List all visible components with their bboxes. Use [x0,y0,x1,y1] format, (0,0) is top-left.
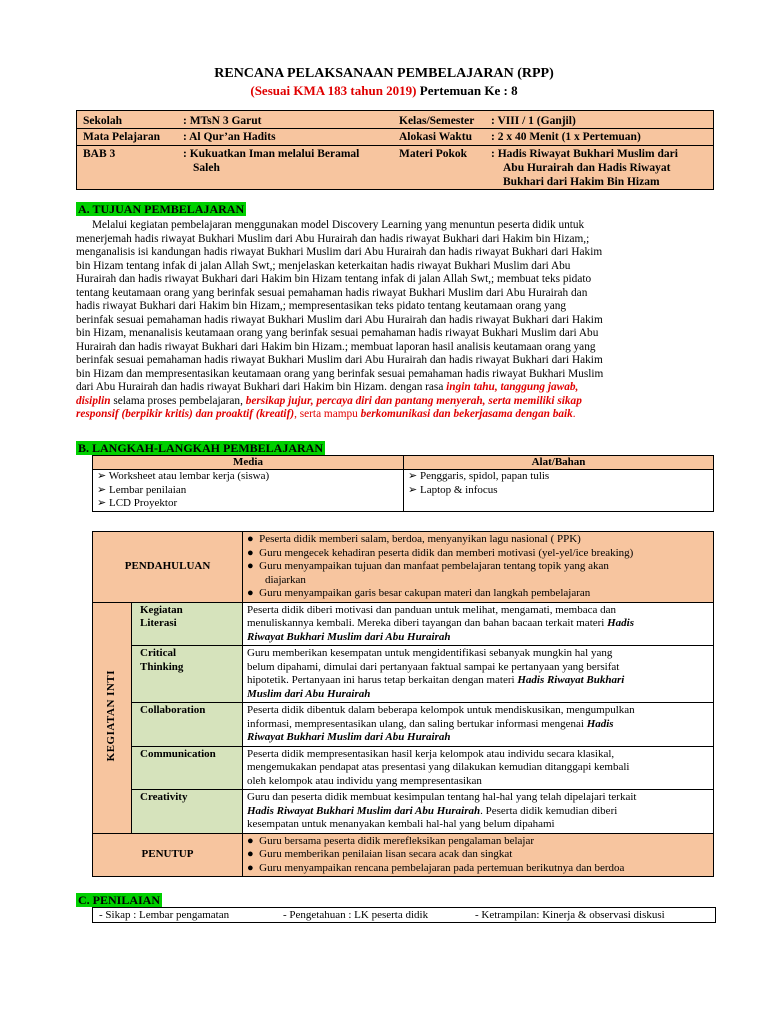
meeting-number: 8 [511,83,518,98]
tujuan-line: menganalisis isi kandungan hadis riwayat Bukhari Muslim dari Abu Hurairah dan hadis riwayat Bukhari dari Hakim [76,246,603,258]
alat-item: Penggaris, spidol, papan tulis [419,470,550,482]
materi-value-cont: Abu Hurairah dan Hadis Riwayat [503,162,671,174]
character-values: ingin tahu, tanggung jawab, [446,381,579,393]
list-item-cont: diajarkan [265,573,306,586]
activities-table [92,531,714,877]
kegiatan-inti-label: KEGIATAN INTI [105,669,118,761]
tujuan-line: Hurairah dan hadis riwayat Bukhari dari Hakim bin Hizam tentang infak di jalan Allah Swt,; membuat teks pidato [76,273,592,285]
critical-content [243,646,714,703]
literasi-content [243,602,714,646]
bab-value: : Kukuatkan Iman melalui Beramal [183,148,360,160]
kelas-value: : VIII / 1 (Ganjil) [491,115,576,127]
communication-content [243,746,714,790]
text: selama proses pembelajaran, [110,394,246,407]
materi-label: Materi Pokok [399,148,468,160]
tujuan-line: hadis riwayat Bukhari dari Hakim bin Hizam,; mempresentasikan teks pidato tentang keutamaan orang yang [76,300,567,312]
tujuan-line: berinfak sesuai pemahaman hadis riwayat Bukhari Muslim dari Abu Hurairah dan hadis riwayat Bukhari dari Hakim [76,354,603,366]
alokasi-value: : 2 x 40 Menit (1 x Pertemuan) [491,131,641,143]
media-item: Lembar penilaian [108,483,187,496]
bullet-text: Guru memberikan penilaian lisan secara acak dan singkat [259,848,513,860]
alat-item: Laptop & infocus [419,483,498,496]
bab-value-cont: Saleh [193,162,220,174]
meeting-label: Pertemuan Ke : [419,83,508,98]
tujuan-line: bin Hizam, menanalisis keutamaan orang yang berinfak sesuai pemahaman hadis riwayat Bukhari Muslim dari Abu [76,327,599,339]
divider [77,128,713,129]
text: . [572,408,576,420]
pendahuluan-content [243,532,714,603]
tujuan-line: berinfak sesuai pemahaman hadis riwayat Bukhari Muslim dari Abu Hurairah dan hadis riwayat Bukhari dari Hakim [76,313,603,326]
sikap-text: - Sikap : Lembar pengamatan [99,909,230,921]
alat-header: Alat/Bahan [404,456,714,470]
tujuan-line: Hurairah dan hadis riwayat Bukhari dari Hakim bin Hizam.; membuat laporan hasil analisis keutamaan orang yang [76,340,596,353]
collaboration-label: Collaboration [132,703,243,747]
alat-list [404,470,714,512]
label-line: Literasi [140,617,177,629]
bullet-text: Guru menyampaikan rencana pembelajaran pada pertemuan berikutnya dan berdoa [259,861,625,874]
section-b-heading: B. LANGKAH-LANGKAH PEMBELAJARAN [78,441,324,455]
text: hipotetik. Pertanyaan ini harus tetap berkaitan dengan materi [247,674,518,686]
text-line: Peserta didik mempresentasikan hasil kerja kelompok atau individu secara klasikal, [247,747,615,760]
kma-reference: (Sesuai KMA 183 tahun 2019) [250,83,417,98]
list-item: ● Guru menyampaikan tujuan dan manfaat pembelajaran tentang topik yang akan [247,560,609,572]
tujuan-line [76,395,710,409]
media-header: Media [93,456,404,470]
media-item: Worksheet atau lembar kerja (siswa) [108,470,270,482]
tujuan-line [76,408,710,422]
mapel-label: Mata Pelajaran [83,131,160,143]
section-a-heading: A. TUJUAN PEMBELAJARAN [78,202,245,216]
text-line [247,688,709,702]
penutup-content [243,833,714,877]
text: . Peserta didik kemudian diberi [480,804,618,817]
list-item: ● Guru menyampaikan garis besar cakupan materi dan langkah pembelajaran [247,587,591,599]
bullet-text: Peserta didik memberi salam, berdoa, menyanyikan lagu nasional ( PPK) [259,533,581,545]
tujuan-line: menerjemah hadis riwayat Bukhari Muslim dari Abu Hurairah dan hadis riwayat Bukhari dari Hakim bin Hizam,; [76,232,590,245]
pengetahuan-text: - Pengetahuan : LK peserta didik [283,909,429,921]
label-line: Thinking [140,660,184,673]
document-title: RENCANA PELAKSANAAN PEMBELAJARAN (RPP) [214,66,554,81]
text-line [247,731,709,745]
text: Riwayat Bukhari Muslim dari Abu Hurairah [247,731,451,743]
text-line: oleh kelompok atau individu yang mempresentasikan [247,774,482,787]
communication-label: Communication [132,746,243,790]
pendahuluan-label: PENDAHULUAN [93,532,243,603]
literasi-label [132,602,243,646]
kelas-label: Kelas/Semester [399,115,475,127]
critical-label [132,646,243,703]
list-item: ● Guru mengecek kehadiran peserta didik dan memberi motivasi (yel-yel/ice breaking) [247,546,634,559]
list-item: ● Guru menyampaikan rencana pembelajaran pada pertemuan berikutnya dan berdoa [247,861,625,874]
media-list [93,470,404,512]
text-line: belum dipahami, dimulai dari pertanyaan faktual sampai ke pertanyaan yang bersifat [247,660,620,673]
tujuan-line: bin Hizam tentang infak di jalan Allah Swt,; menjelaskan keterkaitan hadis riwayat Bukhari Muslim dari Abu [76,259,571,272]
media-item: LCD Proyektor [108,497,178,509]
text-line: Peserta didik dibentuk dalam beberapa kelompok untuk mendiskusikan, mengumpulkan [247,704,635,716]
tujuan-line: bin Hizam dan mempresentasikan keutamaan orang yang berinfak sesuai pemahaman hadis riwayat Bukhari Muslim [76,367,604,380]
bullet-text: Guru bersama peserta didik merefleksikan pengalaman belajar [259,834,535,847]
text: Riwayat Bukhari Muslim dari Abu Hurairah [247,630,451,643]
mapel-value: : Al Qur’an Hadits [183,131,276,143]
text: informasi, mempresentasikan ulang, dan saling bertukar informasi mengenai [247,717,587,730]
list-item: ● Guru memberikan penilaian lisan secara acak dan singkat [247,848,513,860]
document-subtitle [0,83,768,99]
text: Muslim dari Abu Hurairah [247,687,371,700]
text-line: kesempatan untuk menanyakan kembali hal-hal yang belum dipahami [247,818,555,830]
list-item: ● Peserta didik memberi salam, berdoa, menyanyikan lagu nasional ( PPK) [247,533,581,545]
list-item: ➢ LCD Proyektor [97,497,178,509]
tujuan-line: tentang keutamaan orang yang berinfak sesuai pemahaman hadis riwayat Bukhari Muslim dari Abu Hurairah dan [76,286,588,299]
list-item: ● Guru bersama peserta didik merefleksikan pengalaman belajar [247,834,535,847]
divider [77,145,713,146]
text-line [247,718,709,732]
identity-box [76,110,714,190]
character-values: bersikap jujur, percaya diri dan pantang menyerah, serta memiliki sikap [245,394,582,407]
label-line: Kegiatan [140,603,183,616]
materi-value-cont2: Bukhari dari Hakim Bin Hizam [503,176,660,188]
text-line [247,617,709,631]
bab-label: BAB 3 [83,148,116,160]
creativity-content [243,790,714,834]
penutup-label: PENUTUP [93,833,243,877]
tujuan-line [76,381,710,395]
text-line: Guru dan peserta didik membuat kesimpulan tentang hal-hal yang telah dipelajari terkait [247,791,637,803]
label-line: Critical [140,647,177,659]
kegiatan-inti-cell [93,602,132,833]
collaboration-content [243,703,714,747]
list-item: ➢ Lembar penilaian [97,483,187,496]
bullet-text: Guru mengecek kehadiran peserta didik dan memberi motivasi (yel-yel/ice breaking) [259,546,634,559]
tujuan-paragraph [76,219,710,422]
text: Hadis Riwayat Bukhari [517,674,625,686]
materi-value: : Hadis Riwayat Bukhari Muslim dari [491,148,678,160]
section-c-heading: C. PENILAIAN [78,893,161,907]
bullet-text: Guru menyampaikan garis besar cakupan materi dan langkah pembelajaran [259,587,591,599]
text-line [247,674,709,688]
text-line: mengemukakan pendapat atas presentasi yang dilakukan kemudian ditanggapi kembali [247,761,630,773]
penilaian-row [92,907,716,923]
character-values: berkomunikasi dan bekerjasama dengan baik [360,408,573,420]
text-line [247,631,709,645]
text: dari Abu Hurairah dan hadis riwayat Bukhari dari Hakim bin Hizam. dengan rasa [76,381,447,393]
list-item: ➢ Penggaris, spidol, papan tulis [408,470,550,482]
creativity-label: Creativity [132,790,243,834]
text: Hadis [586,717,614,730]
text-line: Guru memberikan kesempatan untuk mengidentifikasi sebanyak mungkin hal yang [247,647,613,659]
character-values: disiplin [76,394,111,407]
media-table [92,455,714,512]
bullet-text: Guru menyampaikan tujuan dan manfaat pembelajaran tentang topik yang akan [259,560,609,572]
keterampilan-text: - Ketrampilan: Kinerja & observasi diskusi [475,909,665,921]
alokasi-label: Alokasi Waktu [399,131,472,143]
tujuan-line: Melalui kegiatan pembelajaran menggunakan model Discovery Learning yang menuntun peserta didik untuk [92,219,585,231]
list-item: ➢ Worksheet atau lembar kerja (siswa) [97,470,270,482]
list-item: ➢ Laptop & infocus [408,483,498,496]
text-line [247,805,709,819]
character-values: responsif (berpikir kritis) dan proaktif (kreatif) [76,408,295,420]
text: Hadis Riwayat Bukhari Muslim dari Abu Hurairah [247,804,481,817]
sekolah-label: Sekolah [83,115,122,127]
text: , serta mampu [294,408,361,420]
text: menuliskannya kembali. Mereka diberi tayangan dan bahan bacaan terkait materi [247,617,608,629]
text: Hadis [607,617,635,629]
text-line: Peserta didik diberi motivasi dan panduan untuk melihat, mengamati, membaca dan [247,603,617,616]
sekolah-value: : MTsN 3 Garut [183,115,262,127]
